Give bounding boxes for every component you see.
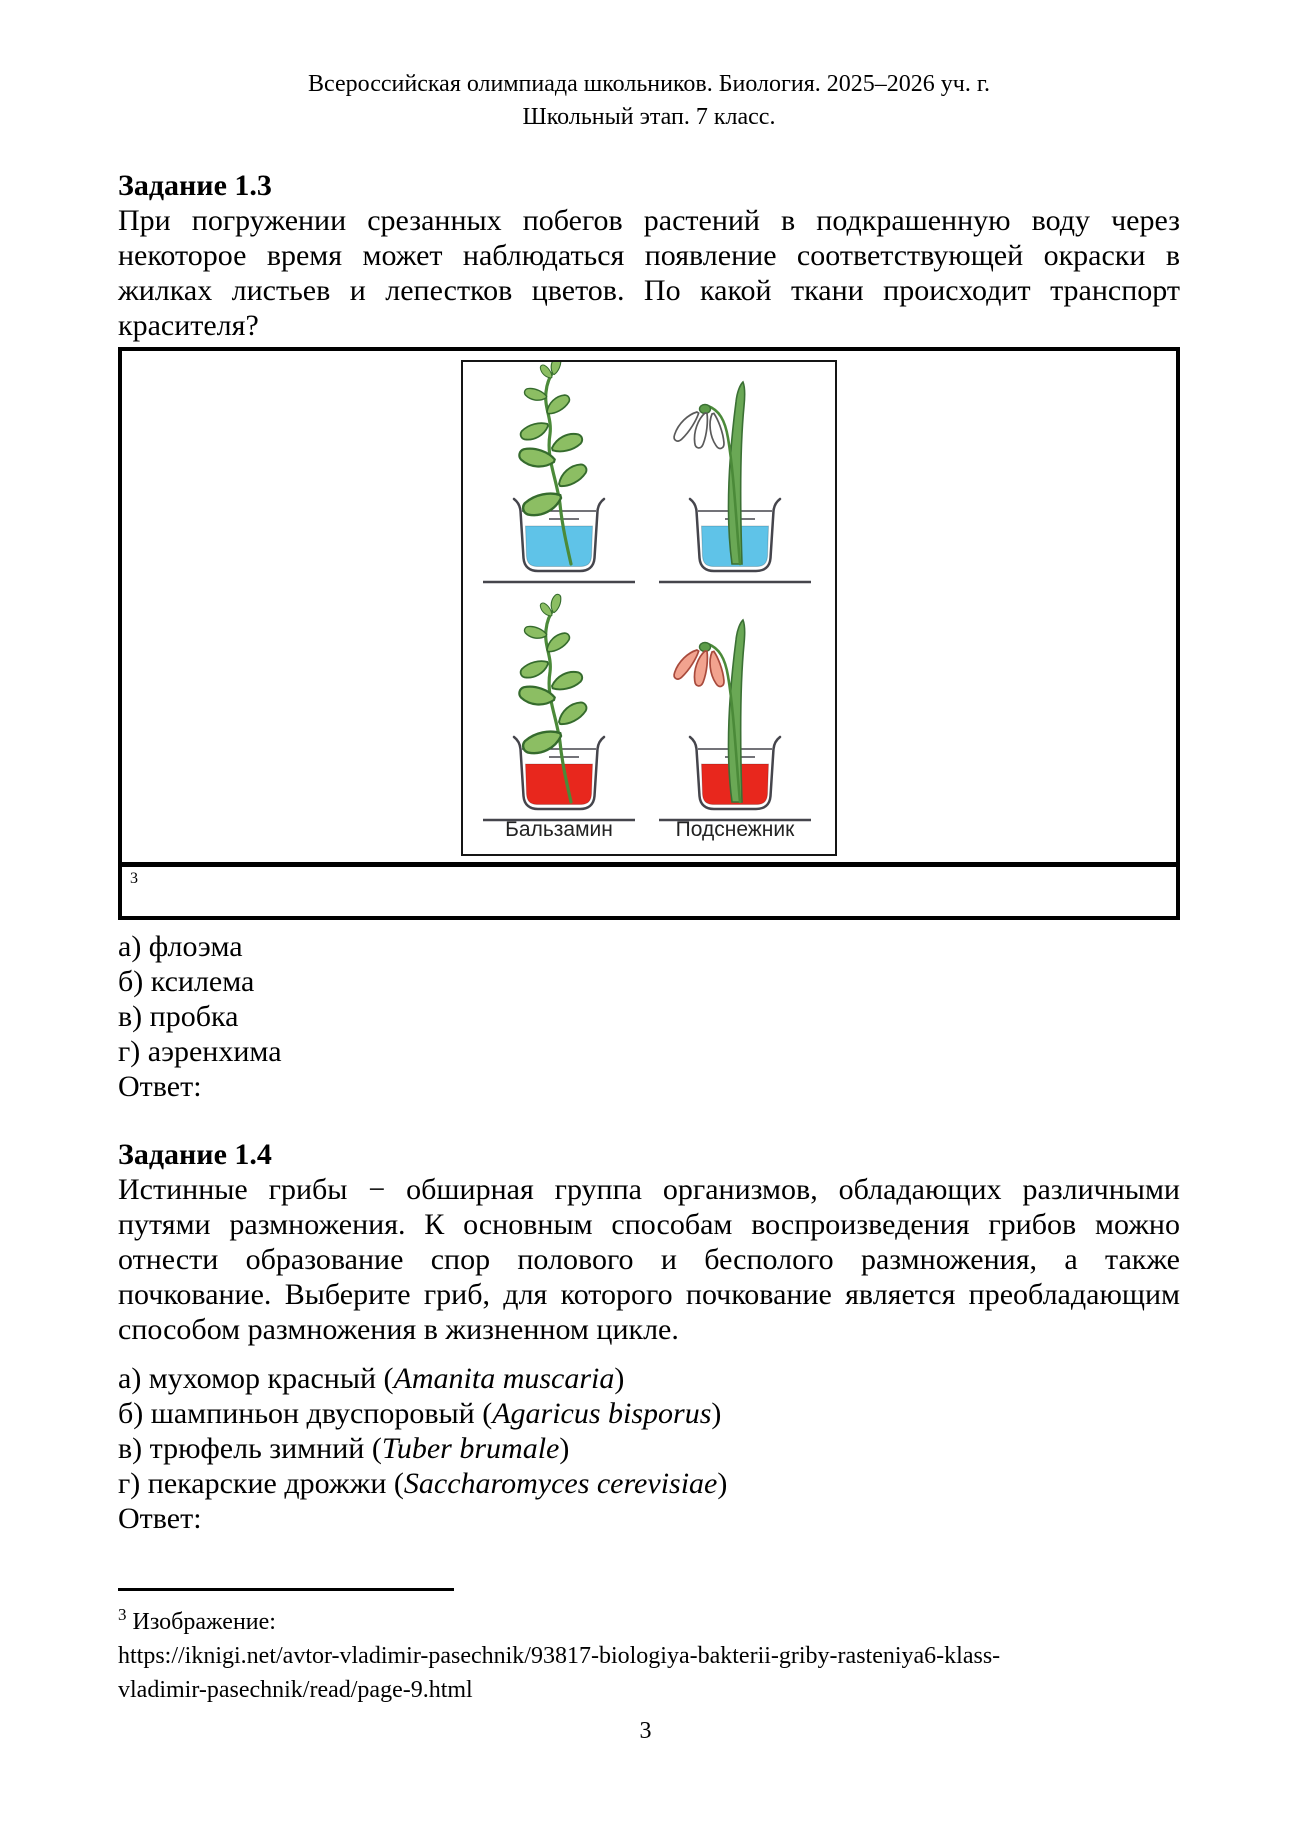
option-text: г) пекарские дрожжи ( (118, 1467, 404, 1500)
latin-name: Saccharomyces cerevisiae (403, 1467, 718, 1500)
latin-name: Agaricus bisporus (492, 1397, 712, 1430)
footnote-separator (118, 1588, 454, 1591)
page-header (118, 68, 1180, 134)
task-1-4-option-a (118, 1361, 1180, 1396)
beaker-blue-balsam (483, 362, 635, 582)
footnote-url-line-1: https://iknigi.net/avtor-vladimir-pasechnik/93817-biologiya-bakterii-griby-rasteniya6-klass- (118, 1643, 1001, 1669)
task-1-4-option-b (118, 1396, 1180, 1431)
option-text: ) (717, 1467, 728, 1500)
label-balsam: Бальзамин (505, 818, 613, 841)
task-1-4-option-g (118, 1466, 1180, 1501)
task-1-4-answer-label: Ответ: (118, 1502, 202, 1535)
latin-name: Amanita muscaria (393, 1362, 615, 1395)
task-1-3-title: Задание 1.3 (118, 169, 272, 202)
label-snowdrop: Подснежник (675, 818, 795, 841)
beaker-red-balsam (483, 593, 635, 820)
task-1-4-title: Задание 1.4 (118, 1138, 272, 1171)
task-1-4-option-v (118, 1431, 1180, 1466)
latin-name: Tuber brumale (381, 1432, 560, 1465)
footnote-label: Изображение: (132, 1609, 276, 1635)
figure-area (122, 351, 1176, 862)
page-number: 3 (639, 1718, 652, 1744)
plant-experiment-image (461, 360, 837, 856)
option-text: б) шампиньон двуспоровый ( (118, 1397, 493, 1430)
task-1-3-option-v: в) пробка (118, 1000, 239, 1033)
option-text: ) (559, 1432, 570, 1465)
task-1-3-body: При погружении срезанных побегов растений в подкрашенную воду через некоторое время может наблюдаться появление соответствующей окраски в жилках листьев и лепестков цветов. По какой ткани происходит транспорт красителя? (118, 204, 1180, 342)
footnote-caption (118, 1598, 1180, 1639)
figure-footnote-marker: 3 (130, 870, 138, 887)
figure-box (118, 347, 1180, 920)
task-1-4-body: Истинные грибы − обширная группа организмов, обладающих различными путями размножения. К основным способам воспроизведения грибов можно отнести образование спор полового и бесполого размножения, а также почкование. Выберите гриб, для которого почкование является преобладающим способом размножения в жизненном цикле. (118, 1173, 1180, 1346)
task-1-3-option-g: г) аэренхима (118, 1035, 282, 1068)
beaker-red-snowdrop (659, 620, 811, 820)
task-1-4-options (118, 1361, 1180, 1536)
task-1-3-options (118, 929, 1180, 1104)
task-1-3-option-b: б) ксилема (118, 965, 255, 998)
option-text: ) (711, 1397, 722, 1430)
option-text: ) (614, 1362, 625, 1395)
task-1-3-answer-label: Ответ: (118, 1070, 202, 1103)
task-1-3-option-a: а) флоэма (118, 930, 243, 963)
header-line-2: Школьный этап. 7 класс. (522, 104, 776, 130)
header-line-1: Всероссийская олимпиада школьников. Биология. 2025–2026 уч. г. (308, 71, 990, 97)
beaker-blue-snowdrop (659, 382, 811, 582)
option-text: а) мухомор красный ( (118, 1362, 394, 1395)
footnote-marker: 3 (118, 1605, 127, 1624)
footnote-url-line-2: vladimir-pasechnik/read/page-9.html (118, 1677, 473, 1703)
figure-footnote-strip (122, 867, 1176, 916)
footnote (118, 1588, 1180, 1707)
option-text: в) трюфель зимний ( (118, 1432, 382, 1465)
